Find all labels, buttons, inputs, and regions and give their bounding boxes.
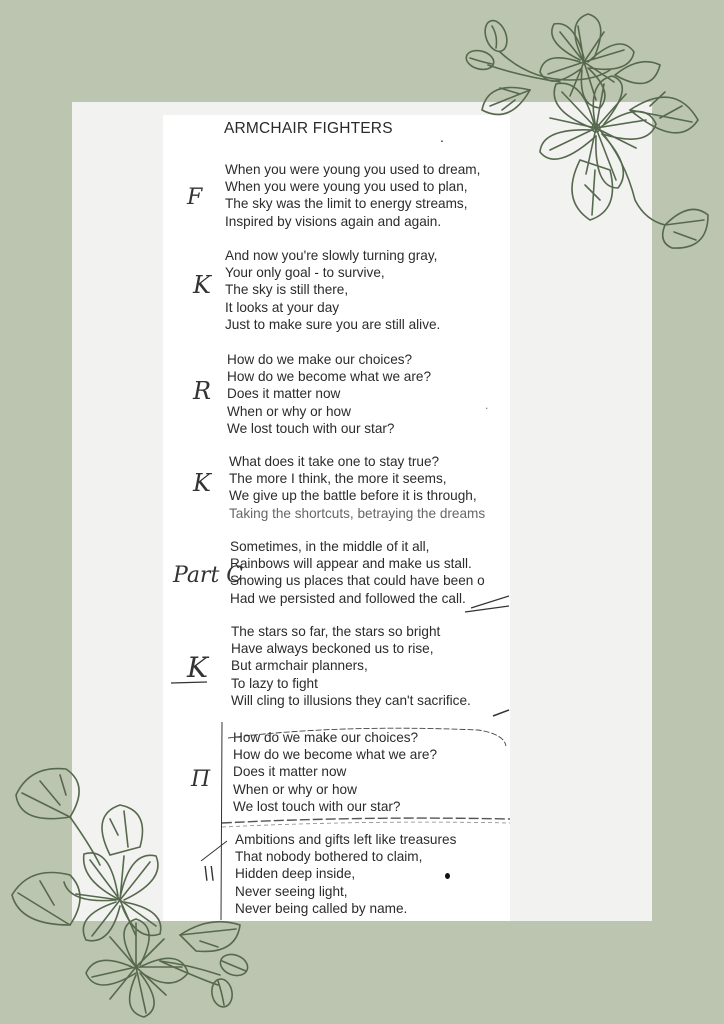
poem-line: Hidden deep inside, xyxy=(235,866,356,882)
poem-line: We lost touch with our star? xyxy=(233,798,401,814)
ink-speck: . xyxy=(485,398,489,412)
poem-line: How do we make our choices? xyxy=(227,352,413,367)
poem-line: Rainbows will appear and make us stall. xyxy=(230,556,472,572)
handwritten-annotation: \\ xyxy=(203,863,216,884)
poem-line: Sometimes, in the middle of it all, xyxy=(230,539,430,554)
poem-line: Inspired by visions again and again. xyxy=(225,213,442,229)
handwritten-annotation: K xyxy=(193,271,211,299)
flower-branch-icon xyxy=(460,10,724,270)
poem-line: How do we make our choices? xyxy=(233,730,419,745)
poem-line: Does it matter now xyxy=(227,386,341,402)
ink-dot xyxy=(445,873,450,879)
handwritten-annotation: R xyxy=(193,377,212,405)
poem-line: Just to make sure you are still alive. xyxy=(225,316,441,332)
stanza-2 xyxy=(225,247,440,333)
poem-line: Never being called by name. xyxy=(235,900,408,916)
stanza-4 xyxy=(229,453,485,522)
stanza-6 xyxy=(231,623,471,709)
poem-line: Never seeing light, xyxy=(235,883,348,899)
poem-line: The stars so far, the stars so bright xyxy=(231,624,441,639)
poem-line: Does it matter now xyxy=(233,764,347,780)
poem-line: Your only goal - to survive, xyxy=(225,265,385,281)
handwritten-annotation: K xyxy=(193,469,211,497)
handwritten-annotation: K xyxy=(187,651,208,684)
poem-line: How do we become what we are? xyxy=(227,369,432,385)
poem-title: ARMCHAIR FIGHTERS xyxy=(224,120,393,137)
poem-line: When or why or how xyxy=(233,781,357,797)
poem-line: How do we become what we are? xyxy=(233,747,438,763)
poem-line: The sky is still there, xyxy=(225,282,349,298)
poem-line: But armchair planners, xyxy=(231,658,368,674)
ink-dot: . xyxy=(440,129,444,145)
poem-line: That nobody bothered to claim, xyxy=(235,849,423,865)
poem-line: Had we persisted and followed the call. xyxy=(230,590,466,606)
poem-line: When or why or how xyxy=(227,403,351,419)
poem-line: Have always beckoned us to rise, xyxy=(231,641,434,657)
poem-line: Will cling to illusions they can't sacrifice. xyxy=(231,692,471,708)
poem-line: We lost touch with our star? xyxy=(227,420,395,436)
poem-line: Showing us places that could have been o xyxy=(230,573,485,589)
poem-line: Taking the shortcuts, betraying the dreams xyxy=(229,505,486,521)
flower-branch-icon xyxy=(0,755,270,1024)
stanza-3 xyxy=(227,351,431,437)
stanza-1 xyxy=(225,161,480,230)
poem-line: What does it take one to stay true? xyxy=(229,454,440,469)
poem-line: The more I think, the more it seems, xyxy=(229,471,447,487)
poem-line: When you were young you used to plan, xyxy=(225,179,468,195)
poem-line: And now you're slowly turning gray, xyxy=(225,248,438,263)
poem-line: It looks at your day xyxy=(225,299,340,315)
ink-stroke xyxy=(169,675,209,689)
poem-line: The sky was the limit to energy streams, xyxy=(225,196,468,212)
stanza-5 xyxy=(230,538,485,607)
ink-stroke xyxy=(491,707,510,719)
handwritten-annotation: Π xyxy=(191,767,211,792)
poem-line: Ambitions and gifts left like treasures xyxy=(235,832,457,847)
poem-line: When you were young you used to dream, xyxy=(225,162,481,177)
poem-line: We give up the battle before it is through, xyxy=(229,488,477,504)
handwritten-annotation: F xyxy=(187,185,203,210)
handwritten-annotation: Part C xyxy=(173,563,244,588)
poem-line: To lazy to fight xyxy=(231,675,318,691)
ink-scribble xyxy=(463,590,510,614)
